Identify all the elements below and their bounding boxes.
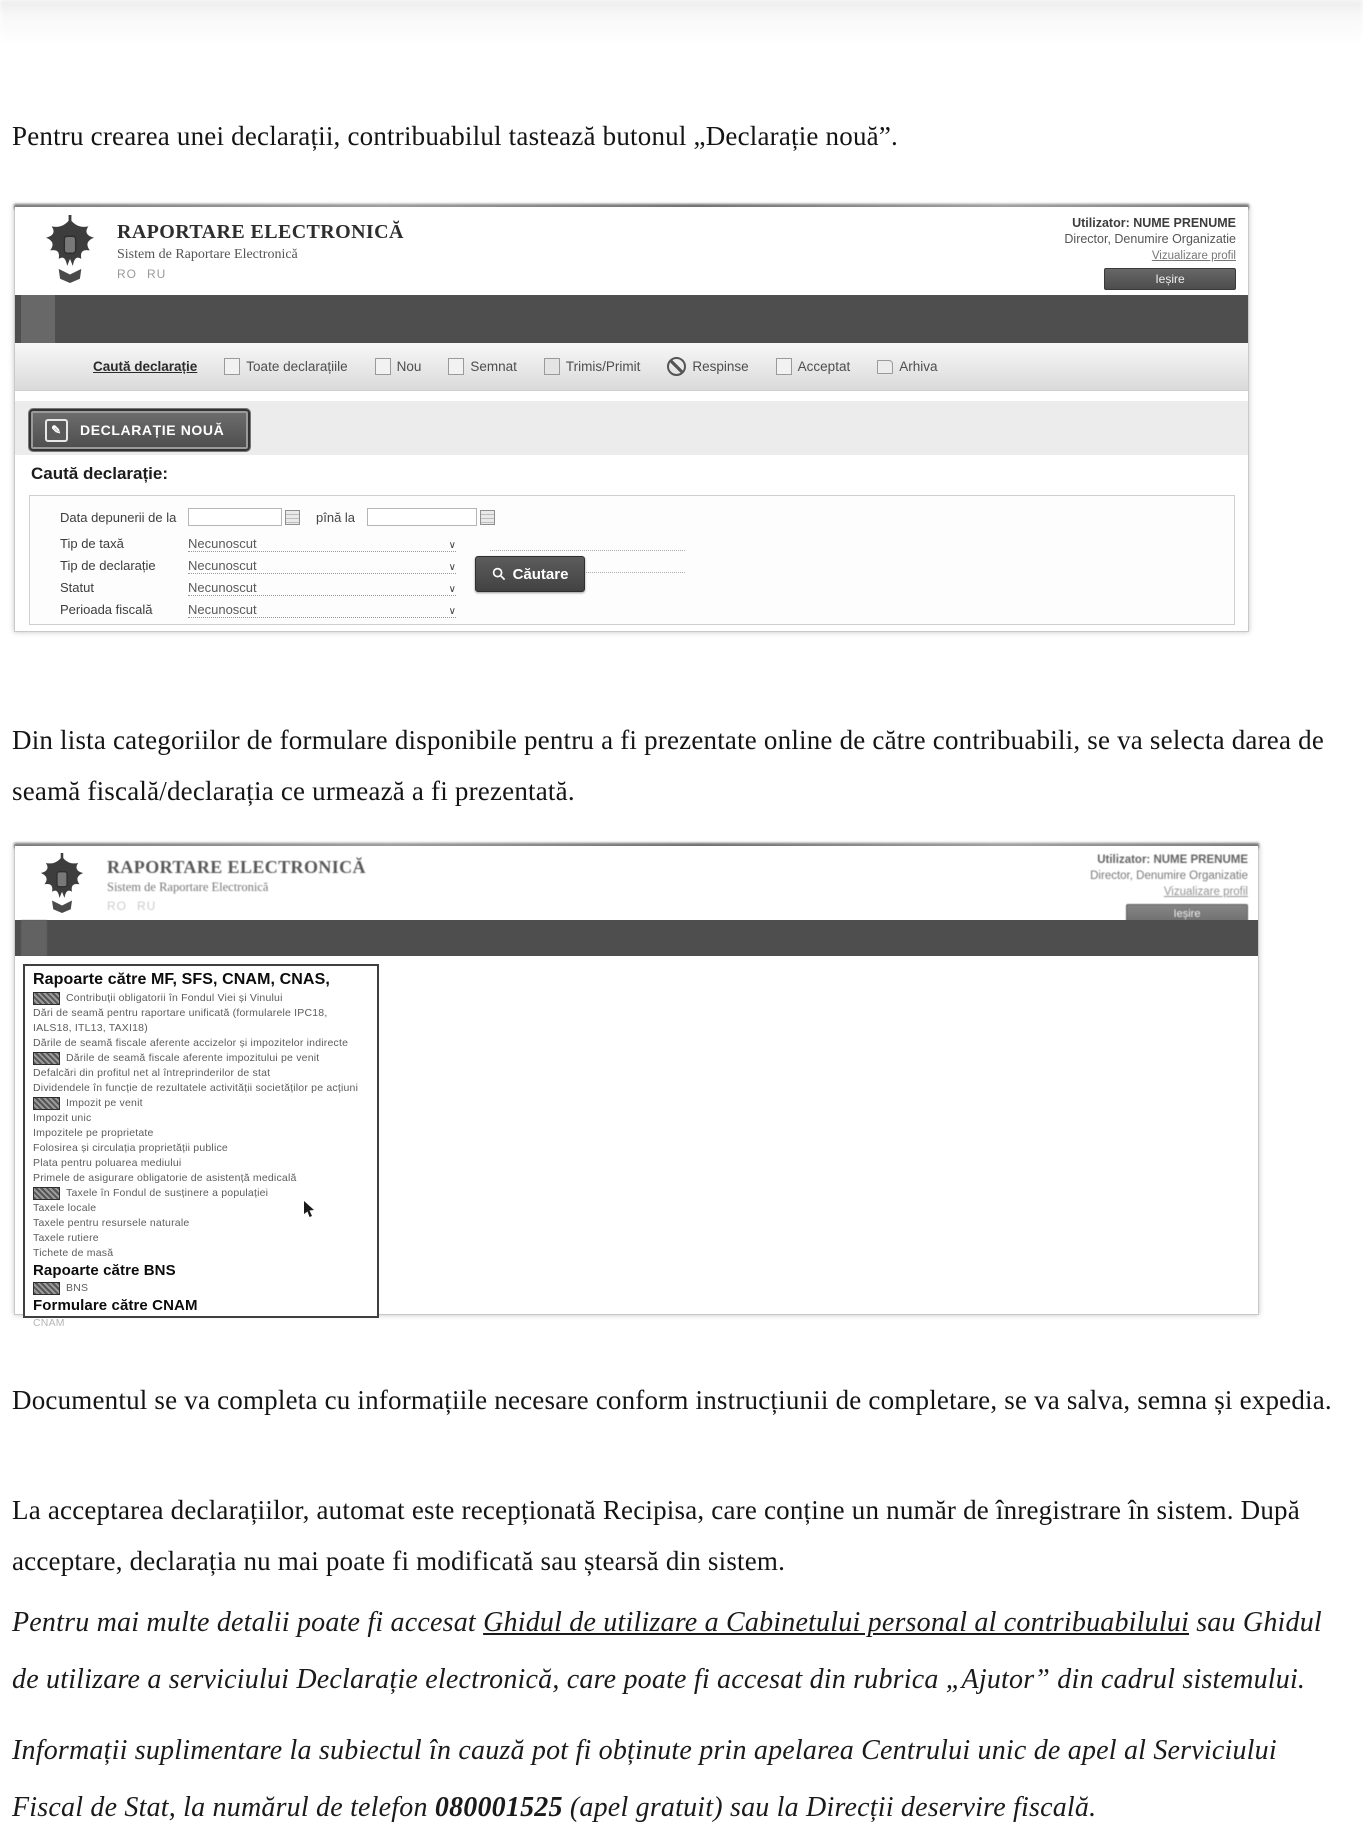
paragraph-accept: La acceptarea declarațiilor, automat este recepționată Recipisa, care conține un număr de înregistrare în sistem. După acceptare, declarația nu mai poate fi modificată sau ștearsă din sistem. [12, 1495, 1300, 1576]
user-block [988, 852, 1248, 924]
category-item[interactable] [33, 1126, 369, 1141]
category-item[interactable] [33, 1006, 369, 1036]
category-label: Formulare către CNAM [33, 1297, 198, 1314]
category-label: Folosirea și circulația proprietății publice [33, 1142, 228, 1154]
user-block [956, 215, 1236, 290]
toolbar-item[interactable] [667, 357, 748, 376]
form-category-list [23, 964, 379, 1329]
category-label: Taxele rutiere [33, 1232, 99, 1244]
category-label: Dările de seamă fiscale aferente accizelor și impozitelor indirecte [33, 1037, 349, 1049]
category-label: Tichete de masă [33, 1247, 114, 1259]
new-declaration-button[interactable] [29, 409, 250, 451]
category-item[interactable] [33, 991, 369, 1006]
nav-item[interactable] [47, 920, 73, 956]
category-label: Taxele în Fondul de susținere a populației [66, 1187, 269, 1199]
user-name: Utilizator: NUME PRENUME [1072, 216, 1236, 230]
toolbar-item-icon [448, 358, 464, 375]
phone-number: 080001525 [434, 1792, 563, 1823]
logout-button[interactable]: Ieșire [1126, 904, 1248, 924]
new-badge-icon [33, 992, 60, 1005]
lang-ro-link[interactable]: RO [117, 267, 137, 281]
lang-ru-link[interactable]: RU [147, 267, 167, 281]
lang-ro-link[interactable]: RO [107, 899, 127, 913]
nav-item[interactable] [21, 295, 55, 343]
toolbar-item-label: Trimis/Primit [565, 359, 641, 374]
chevron-down-icon: ∨ [448, 540, 456, 551]
category-item[interactable] [33, 1201, 369, 1216]
form-row [60, 576, 456, 598]
chevron-down-icon: ∨ [448, 606, 456, 617]
search-button-label: Căutare [512, 565, 569, 583]
nav-item[interactable] [157, 295, 191, 343]
new-badge-icon [33, 1097, 60, 1110]
search-button[interactable] [475, 556, 585, 592]
select-dropdown[interactable] [188, 534, 456, 552]
category-label: Taxele locale [33, 1202, 97, 1214]
toolbar-item-label: Nou [396, 359, 422, 374]
new-declaration-label: DECLARAȚIE NOUĂ [80, 422, 225, 438]
paragraph-select-form: Din lista categoriilor de formulare disponibile pentru a fi prezentate online de către contribuabili, se va selecta darea de seamă fiscală/declarația ce urmează a fi prezentată. [12, 725, 1325, 806]
guide-link: Ghidul de utilizare a Cabinetului personal al contribuabilului [483, 1607, 1189, 1638]
paragraph-complete: Documentul se va completa cu informațiile necesare conform instrucțiunii de completare, se va salva, semna și expedia. [12, 1385, 1332, 1415]
search-icon [492, 567, 506, 581]
toolbar-item[interactable] [375, 358, 422, 375]
guide-text-prefix: Pentru mai multe detalii poate fi accesat [12, 1607, 484, 1638]
toolbar-item-icon [544, 358, 560, 375]
category-item[interactable] [33, 1096, 369, 1111]
search-section-heading: Caută declarație: [31, 464, 168, 483]
category-item[interactable] [33, 1141, 369, 1156]
category-item[interactable] [33, 1231, 369, 1246]
date-to-input[interactable] [367, 508, 477, 526]
nav-item[interactable] [123, 295, 157, 343]
toolbar-item-icon [667, 357, 686, 376]
search-form [29, 495, 1235, 625]
category-item[interactable] [33, 1156, 369, 1171]
category-item[interactable] [33, 1171, 369, 1186]
toolbar-item-icon [224, 358, 240, 375]
nav-item[interactable] [21, 920, 47, 956]
app-title-block [107, 857, 366, 913]
info-text-suffix: (apel gratuit) sau la Direcții deservire fiscală. [562, 1792, 1097, 1823]
category-label: Dările de seamă fiscale aferente impozitului pe venit [66, 1052, 320, 1064]
content-area [15, 956, 1258, 1329]
category-item [33, 1261, 369, 1281]
screenshot-declarations-search [14, 206, 1249, 632]
app-title-block [117, 221, 404, 281]
paragraph-guide [12, 1594, 1350, 1708]
user-role: Director, Denumire Organizatie [1090, 870, 1248, 882]
calendar-icon[interactable] [480, 510, 495, 525]
toolbar-item[interactable] [224, 358, 347, 375]
date-from-label: Data depunerii de la [60, 509, 177, 525]
toolbar-item[interactable] [448, 358, 517, 375]
category-label: Impozit unic [33, 1112, 92, 1124]
action-band [15, 401, 1248, 455]
category-label: Dividendele în funcție de rezultatele activității societăților pe acțiuni [33, 1082, 359, 1094]
date-until-label: pînă la [316, 509, 356, 525]
select-dropdown[interactable] [188, 600, 456, 618]
toolbar-item[interactable] [776, 358, 851, 375]
main-nav [15, 920, 1258, 956]
category-label: Primele de asigurare obligatorie de asistență medicală [33, 1172, 297, 1184]
logout-button[interactable]: Ieșire [1104, 268, 1236, 290]
nav-item[interactable] [73, 920, 99, 956]
declarations-toolbar [15, 343, 1248, 391]
toolbar-item-icon [375, 358, 391, 375]
toolbar-item[interactable] [544, 358, 640, 375]
toolbar-item[interactable] [877, 359, 937, 374]
form-row [60, 554, 456, 576]
form-field-label: Tip de taxă [60, 535, 124, 551]
info-text-prefix: Informații suplimentare la subiectul în cauză pot fi obținute prin apelarea Centrului unic de apel al Serviciului Fiscal de Stat, la numărul de telefon [12, 1735, 1277, 1823]
category-item [33, 1296, 369, 1316]
select-value: Necunoscut [188, 558, 257, 573]
category-item[interactable] [33, 1216, 369, 1231]
toolbar-item-label: Toate declarațiile [246, 359, 348, 374]
category-item[interactable] [33, 1111, 369, 1126]
category-label: Rapoarte către MF, SFS, CNAM, CNAS, [33, 971, 330, 988]
select-value: Necunoscut [188, 536, 257, 551]
new-badge-icon [33, 1187, 60, 1200]
category-item[interactable] [33, 1281, 369, 1296]
nav-item[interactable] [55, 295, 89, 343]
category-label: BNS [66, 1282, 89, 1294]
view-profile-link[interactable]: Vizualizare profil [1151, 250, 1236, 262]
nav-item[interactable] [125, 920, 151, 956]
category-label: Plata pentru poluarea mediului [33, 1157, 182, 1169]
toolbar-item-label: Acceptat [797, 359, 851, 374]
category-label: Defalcări din profitul net al întreprinderilor de stat [33, 1067, 271, 1079]
select-value: Necunoscut [188, 602, 257, 617]
nav-item[interactable] [225, 295, 259, 343]
app-header [15, 207, 1248, 295]
app-subtitle: Sistem de Raportare Electronică [107, 880, 269, 894]
date-range-row [60, 508, 495, 526]
category-item[interactable] [33, 1186, 369, 1201]
category-item[interactable] [33, 1081, 369, 1096]
category-item[interactable] [33, 1066, 369, 1081]
language-switch [117, 267, 404, 281]
category-label: Taxele pentru resursele naturale [33, 1217, 190, 1229]
category-item [33, 969, 369, 991]
user-role: Director, Denumire Organizatie [1064, 232, 1236, 246]
coat-of-arms-logo [37, 853, 87, 918]
form-row [60, 598, 456, 620]
guide-text-suffix: sau Ghidul de utilizare a serviciului Declarație electronică, care poate fi accesat din rubrica „Ajutor” din cadrul sistemului. [12, 1607, 1322, 1695]
category-item[interactable] [33, 1316, 369, 1331]
toolbar-item-label: Semnat [470, 359, 517, 374]
app-subtitle: Sistem de Raportare Electronică [117, 247, 298, 262]
nav-item[interactable] [191, 295, 225, 343]
category-label: Rapoarte către BNS [33, 1262, 176, 1279]
app-title: RAPORTARE ELECTRONICĂ [117, 221, 404, 243]
nav-item[interactable] [99, 920, 125, 956]
user-name: Utilizator: NUME PRENUME [1097, 854, 1248, 866]
category-label: CNAM [33, 1317, 65, 1329]
toolbar-item-label: Caută declarație [93, 359, 198, 374]
chevron-down-icon: ∨ [448, 562, 456, 573]
app-header [15, 846, 1258, 920]
form-row [60, 532, 456, 554]
nav-item[interactable] [177, 920, 203, 956]
pencil-icon: ✎ [45, 419, 68, 442]
category-item[interactable] [33, 1051, 369, 1066]
select-rows [60, 532, 456, 620]
paragraph-info [12, 1722, 1350, 1836]
new-badge-icon [33, 1052, 60, 1065]
app-title: RAPORTARE ELECTRONICĂ [107, 857, 366, 877]
language-switch [107, 899, 366, 913]
main-nav [15, 295, 1248, 343]
chevron-down-icon: ∨ [448, 584, 456, 595]
paragraph-intro: Pentru crearea unei declarații, contribuabilul tastează butonul „Declarație nouă”. [12, 121, 898, 151]
select-dropdown[interactable] [188, 556, 456, 574]
lang-ru-link[interactable]: RU [137, 899, 157, 913]
category-item[interactable] [33, 1246, 369, 1261]
form-field-label: Tip de declarație [60, 557, 156, 573]
scan-smudge [0, 0, 1363, 44]
screenshot-form-categories [14, 845, 1259, 1329]
select-value: Necunoscut [188, 580, 257, 595]
category-item[interactable] [33, 1036, 369, 1051]
category-label: Impozitele pe proprietate [33, 1127, 154, 1139]
calendar-icon[interactable] [285, 510, 300, 525]
select-dropdown[interactable] [188, 578, 456, 596]
nav-item[interactable] [89, 295, 123, 343]
toolbar-item-label: Respinse [692, 359, 749, 374]
toolbar-item[interactable] [93, 359, 197, 374]
form-field-label: Statut [60, 579, 94, 595]
category-label: Dări de seamă pentru raportare unificată (formularele IPC18, IALS18, ITL13, TAXI18) [33, 1007, 328, 1034]
new-badge-icon [33, 1282, 60, 1295]
mouse-cursor-icon [303, 1201, 317, 1224]
toolbar-item-icon [776, 358, 792, 375]
toolbar-item-label: Arhiva [899, 359, 938, 374]
toolbar-item-icon [877, 360, 893, 374]
category-label: Contribuții obligatorii în Fondul Viei și Vinului [66, 992, 283, 1004]
form-field-label: Perioada fiscală [60, 601, 153, 617]
nav-item[interactable] [151, 920, 177, 956]
view-profile-link[interactable]: Vizualizare profil [1163, 886, 1248, 898]
date-from-input[interactable] [188, 508, 282, 526]
category-label: Impozit pe venit [66, 1097, 143, 1109]
coat-of-arms-logo [41, 215, 99, 288]
